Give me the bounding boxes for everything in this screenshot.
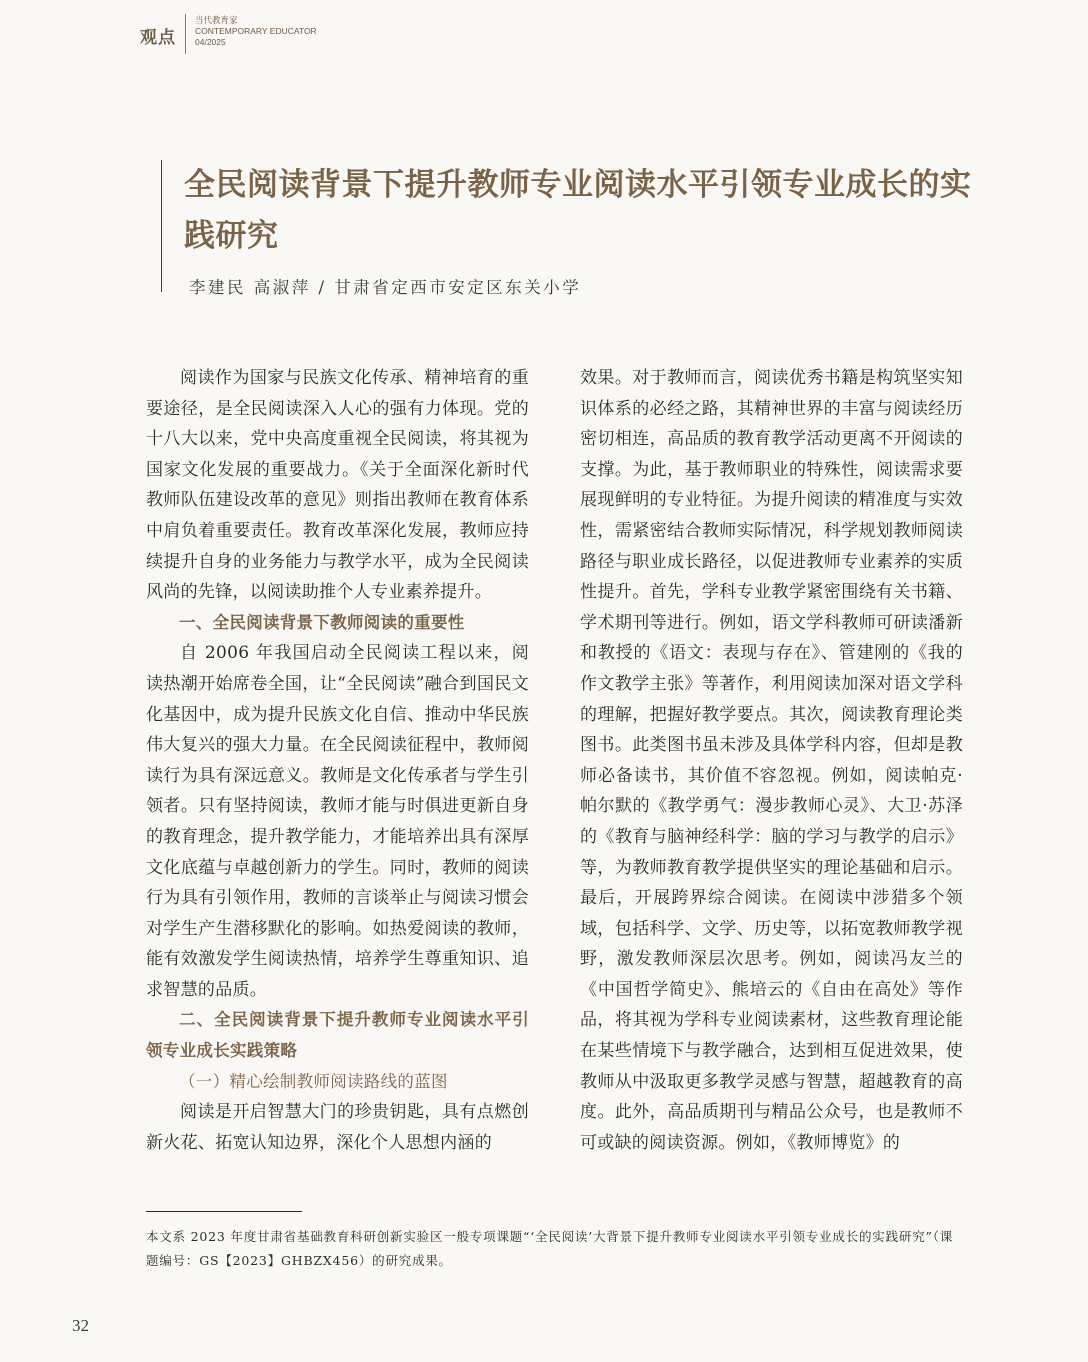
paragraph-roadmap: 阅读是开启智慧大门的珍贵钥匙，具有点燃创新火花、拓宽认知边界，深化个人思想内涵的 (146, 1102, 529, 1153)
paragraph-importance: 自 2006 年我国启动全民阅读工程以来，阅读热潮开始席卷全国，让“全民阅读”融合到国民文化基因中，成为提升民族文化自信、推动中华民族伟大复兴的强大力量。在全民阅读征程中，教师阅读行为具有深远意义。教师是文化传承者与学生引领者。只有坚持阅读，教师才能与时俱进更新自身的教育理念，提升教学能力，才能培养出具有深厚文化底蕴与卓越创新力的学生。同时，教师的阅读行为具有引领作用，教师的言谈举止与阅读习惯会对学生产生潜移默化的影响。如热爱阅读的教师，能有效激发学生阅读热情，培养学生尊重知识、追求智慧的品质。 (146, 643, 529, 1000)
page-number: 32 (72, 1316, 89, 1335)
section-heading-1: 一、全民阅读背景下教师阅读的重要性 (179, 612, 465, 632)
running-header (140, 14, 317, 56)
article-byline: 李建民 高淑萍 / 甘肃省定西市安定区东关小学 (189, 278, 582, 297)
section-label: 观点 (140, 28, 176, 48)
article-title: 全民阅读背景下提升教师专业阅读水平引领专业成长的实践研究 (184, 167, 972, 254)
right-column (580, 363, 963, 1158)
header-divider (185, 14, 186, 54)
section-heading-2: 二、全民阅读背景下提升教师专业阅读水平引领专业成长实践策略 (146, 1010, 529, 1061)
journal-meta (195, 15, 317, 48)
journal-name-en: CONTEMPORARY EDUCATOR (195, 26, 317, 36)
journal-name-cn: 当代教育家 (195, 15, 238, 25)
journal-issue: 04/2025 (195, 37, 226, 47)
paragraph-intro: 阅读作为国家与民族文化传承、精神培育的重要途径，是全民阅读深入人心的强有力体现。党的十八大以来，党中央高度重视全民阅读，将其视为国家文化发展的重要战力。《关于全面深化新时代教师队伍建设改革的意见》则指出教师在教育体系中肩负着重要责任。教育改革深化发展，教师应持续提升自身的业务能力与教学水平，成为全民阅读风尚的先锋，以阅读助推个人专业素养提升。 (146, 368, 529, 603)
subsection-heading-1: （一）精心绘制教师阅读路线的蓝图 (179, 1071, 448, 1091)
title-block (161, 160, 974, 297)
footnote-divider (146, 1211, 302, 1212)
paragraph-roadmap-continued: 效果。对于教师而言，阅读优秀书籍是构筑坚实知识体系的必经之路，其精神世界的丰富与阅读经历密切相连，高品质的教育教学活动更离不开阅读的支撑。为此，基于教师职业的特殊性，阅读需求要展现鲜明的专业特征。为提升阅读的精准度与实效性，需紧密结合教师实际情况，科学规划教师阅读路径与职业成长路径，以促进教师专业素养的实质性提升。首先，学科专业教学紧密围绕有关书籍、学术期刊等进行。例如，语文学科教师可研读潘新和教授的《语文：表现与存在》、管建刚的《我的作文教学主张》等著作，利用阅读加深对语文学科的理解，把握好教学要点。其次，阅读教育理论类图书。此类图书虽未涉及具体学科内容，但却是教师必备读书，其价值不容忽视。例如，阅读帕克·帕尔默的《教学勇气：漫步教师心灵》、大卫·苏泽的《教育与脑神经科学：脑的学习与教学的启示》等，为教师教育教学提供坚实的理论基础和启示。最后，开展跨界综合阅读。在阅读中涉猎多个领域，包括科学、文学、历史等，以拓宽教师教学视野，激发教师深层次思考。例如，阅读冯友兰的《中国哲学简史》、熊培云的《自由在高处》等作品，将其视为学科专业阅读素材，这些教育理论能在某些情境下与教学融合，达到相互促进效果，使教师从中汲取更多教学灵感与智慧，超越教育的高度。此外，高品质期刊与精品公众号，也是教师不可或缺的阅读资源。例如，《教师博览》的 (580, 368, 963, 1153)
footnote: 本文系 2023 年度甘肃省基础教育科研创新实验区一般专项课题“‘全民阅读’大背景下提升教师专业阅读水平引领专业成长的实践研究”（课题编号：GS【2023】GHBZX456）的研究成果。 (146, 1229, 954, 1268)
left-column (146, 363, 529, 1158)
